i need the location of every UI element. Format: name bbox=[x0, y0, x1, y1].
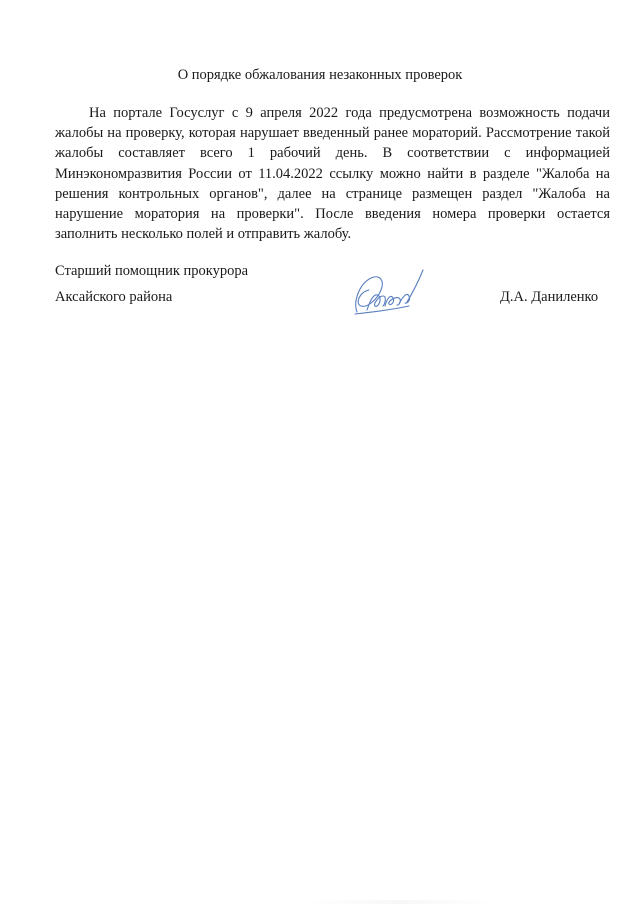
signer-name: Д.А. Даниленко bbox=[500, 289, 599, 305]
handwritten-signature bbox=[345, 262, 435, 320]
scan-artifact bbox=[300, 900, 500, 904]
document-title: О порядке обжалования незаконных проверок bbox=[177, 67, 463, 83]
document-paragraph: На портале Госуслуг с 9 апреля 2022 года предусмотрена возможность подачи жалобы на проверку, которая нарушает введенный ранее мораторий. Рассмотрение такой жалобы составляет всего 1 рабочий день. В соответствии с информацией Минэкономразвития России от 11.04.2022 ссылку можно найти в разделе "Жалоба на решения контрольных органов", далее на странице размещен раздел "Жалоба на нарушение моратория на проверки". После введения номера проверки остается заполнить несколько полей и отправить жалобу. bbox=[55, 105, 610, 243]
signer-position-line-2: Аксайского района bbox=[55, 289, 173, 305]
signer-position-line-1: Старший помощник прокурора bbox=[55, 263, 249, 279]
